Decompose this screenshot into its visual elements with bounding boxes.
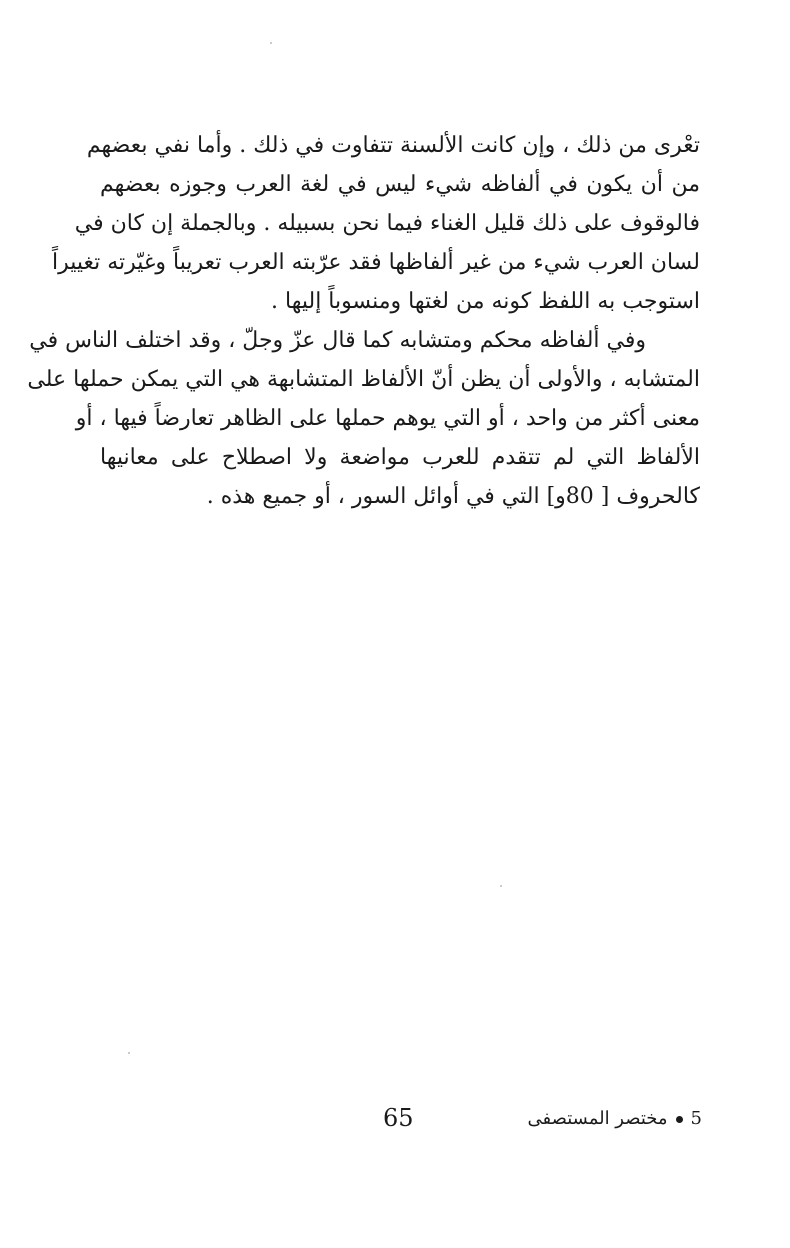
page-number: 65 (383, 1104, 414, 1132)
text-line: من أن يكون في ألفاظه شيء ليس في لغة العرب وجوزه بعضهم (100, 172, 700, 197)
text-line: فالوقوف على ذلك قليل الغناء فيما نحن بسبيله . وبالجملة إن كان في (74, 211, 700, 236)
text-line: كالحروف [ 80و] التي في أوائل السور ، أو جميع هذه . (206, 484, 700, 509)
text-line: لسان العرب شيء من غير ألفاظها فقد عرّبته العرب تعريباً وغيّرته تغييراً (51, 250, 700, 275)
section-number: 5 (690, 1108, 702, 1129)
text-line: المتشابه ، والأولى أن يظن أنّ الألفاظ المتشابهة هي التي يمكن حملها على (27, 367, 700, 392)
paper-speck (500, 885, 502, 887)
text-line: الألفاظ التي لم تتقدم للعرب مواضعة ولا اصطلاح على معانيها (100, 445, 700, 470)
paper-speck (128, 1052, 130, 1054)
book-title: مختصر المستصفى (527, 1108, 668, 1129)
paragraph-1 (51, 126, 700, 321)
text-line: استوجب به اللفظ كونه من لغتها ومنسوباً إليها . (271, 289, 700, 314)
text-line: وفي ألفاظه محكم ومتشابه كما قال عزّ وجلّ ، وقد اختلف الناس في (29, 328, 646, 353)
page-footer (0, 1100, 790, 1140)
text-line: تعْرى من ذلك ، وإن كانت الألسنة تتفاوت في ذلك . وأما نفي بعضهم (86, 133, 700, 158)
paragraph-2 (27, 321, 700, 516)
paper-speck (270, 42, 272, 44)
bullet-icon (676, 1116, 683, 1123)
running-footer (527, 1102, 702, 1136)
body-text (27, 126, 700, 516)
text-line: معنى أكثر من واحد ، أو التي يوهم حملها على الظاهر تعارضاً فيها ، أو (75, 406, 700, 431)
